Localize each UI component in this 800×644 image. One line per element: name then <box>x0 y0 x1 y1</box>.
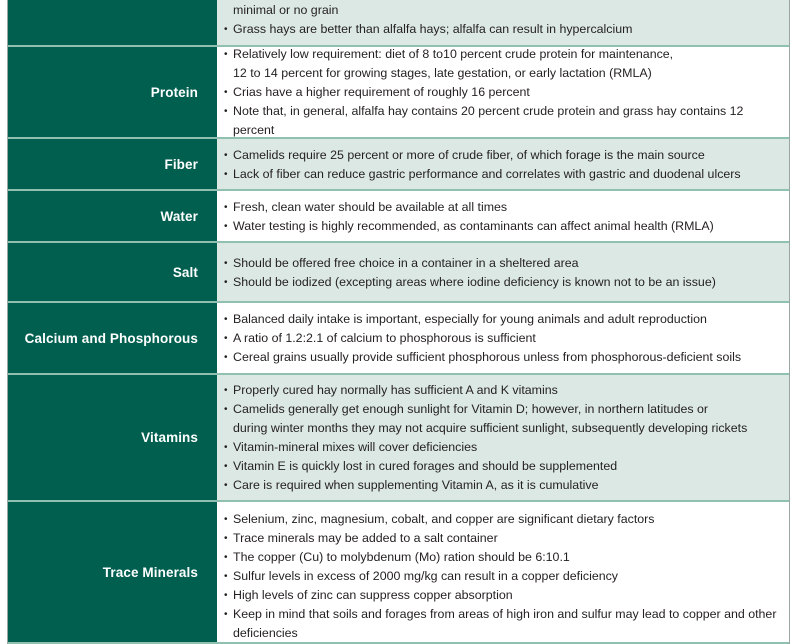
list-item-text: • Fresh, clean water should be available at all times <box>233 199 508 214</box>
row-label: Salt <box>172 264 198 280</box>
row-label: Calcium and Phosphorous <box>24 330 198 346</box>
list-item <box>224 510 781 529</box>
list-item-text: • Trace minerals may be added to a salt container <box>233 531 498 545</box>
list-item <box>224 254 781 273</box>
table-row <box>8 191 789 243</box>
bullet-list <box>224 0 781 39</box>
list-item <box>224 438 781 457</box>
list-item <box>224 400 781 438</box>
list-item-text: • Cereal grains usually provide sufficient phosphorous unless from phosphorous-deficient soils <box>233 350 742 364</box>
list-item <box>224 457 781 476</box>
list-item <box>224 567 781 586</box>
list-item-text: • Vitamin E is quickly lost in cured forages and should be supplemented <box>233 459 618 473</box>
table-row <box>8 502 789 644</box>
table-row <box>8 0 789 47</box>
list-item <box>224 0 781 20</box>
row-label: Fiber <box>164 156 198 172</box>
list-item <box>224 273 781 292</box>
row-content-cell <box>217 0 789 45</box>
row-label-cell <box>8 191 217 241</box>
list-item-text: • Should be iodized (excepting areas where iodine deficiency is known not to be an issue) <box>233 274 716 289</box>
list-item-text: • minimal or no grain <box>233 3 339 17</box>
list-item-text: • A ratio of 1.2:2.1 of calcium to phosphorous is sufficient <box>233 331 536 345</box>
list-item <box>224 198 781 217</box>
row-label-cell <box>8 502 217 642</box>
list-item-text: • Vitamin-mineral mixes will cover deficiencies <box>233 440 478 454</box>
list-item-text: • Sulfur levels in excess of 2000 mg/kg can result in a copper deficiency <box>233 569 618 583</box>
list-item <box>224 217 781 236</box>
list-item <box>224 476 781 495</box>
list-item <box>224 529 781 548</box>
list-item <box>224 329 781 348</box>
row-content-cell <box>217 303 789 373</box>
list-item-text: • Note that, in general, alfalfa hay contains 20 percent crude protein and grass hay contains 12 percent <box>233 104 744 137</box>
list-item-text: • Camelids generally get enough sunlight for Vitamin D; however, in northern latitudes or <box>233 402 709 416</box>
row-label-cell <box>8 0 217 45</box>
list-item-text: • Properly cured hay normally has sufficient A and K vitamins <box>233 383 558 397</box>
list-item <box>224 102 781 140</box>
list-item-text: • Grass hays are better than alfalfa hays; alfalfa can result in hypercalcium <box>233 22 633 36</box>
list-item-text: • Keep in mind that soils and forages from areas of high iron and sulfur may lead to copper and other deficiencies <box>233 607 777 640</box>
bullet-list <box>224 45 781 140</box>
row-label: Protein <box>150 84 198 100</box>
row-label-cell <box>8 375 217 500</box>
list-item <box>224 45 781 83</box>
list-item-text: • Camelids require 25 percent or more of crude fiber, of which forage is the main source <box>233 147 705 162</box>
list-item-text: • Lack of fiber can reduce gastric performance and correlates with gastric and duodenal ulcers <box>233 166 741 181</box>
row-label-cell <box>8 243 217 301</box>
row-label-cell <box>8 139 217 189</box>
row-label: Water <box>160 208 198 224</box>
bullet-list <box>224 254 781 292</box>
row-label: Trace Minerals <box>102 565 198 580</box>
list-item <box>224 548 781 567</box>
list-item <box>224 146 781 165</box>
row-content-cell <box>217 191 789 241</box>
list-item-text: • Care is required when supplementing Vitamin A, as it is cumulative <box>233 478 599 492</box>
list-item-text: • The copper (Cu) to molybdenum (Mo) ration should be 6:10.1 <box>233 550 570 564</box>
list-item-text: • Relatively low requirement: diet of 8 to10 percent crude protein for maintenance, <box>233 47 674 61</box>
bullet-list <box>224 510 781 643</box>
list-item <box>224 165 781 184</box>
list-item-text: • Water testing is highly recommended, as contaminants can affect animal health (RMLA) <box>233 218 714 233</box>
table-row <box>8 375 789 502</box>
list-item-text: during winter months they may not acquire sufficient sunlight, subsequently developing rickets <box>233 421 748 435</box>
table-row <box>8 243 789 303</box>
row-label: Vitamins <box>141 430 198 445</box>
row-label-cell <box>8 47 217 137</box>
row-content-cell <box>217 375 789 500</box>
list-item-text: • Crias have a higher requirement of roughly 16 percent <box>233 85 530 99</box>
nutrient-requirements-table <box>7 0 790 644</box>
list-item-text: 12 to 14 percent for growing stages, late gestation, or early lactation (RMLA) <box>233 66 652 80</box>
list-item <box>224 348 781 367</box>
list-item <box>224 586 781 605</box>
list-item <box>224 83 781 102</box>
list-item-text: • Should be offered free choice in a container in a sheltered area <box>233 255 579 270</box>
list-item <box>224 20 781 39</box>
row-label-cell <box>8 303 217 373</box>
row-content-cell <box>217 139 789 189</box>
bullet-list <box>224 381 781 495</box>
list-item-text: • Selenium, zinc, magnesium, cobalt, and copper are significant dietary factors <box>233 512 655 526</box>
list-item <box>224 605 781 643</box>
table-row <box>8 47 789 139</box>
list-item-text: • High levels of zinc can suppress copper absorption <box>233 588 513 602</box>
bullet-list <box>224 310 781 367</box>
row-content-cell <box>217 502 789 642</box>
list-item <box>224 310 781 329</box>
table-row <box>8 303 789 375</box>
bullet-list <box>224 198 781 236</box>
row-content-cell <box>217 47 789 137</box>
row-content-cell <box>217 243 789 301</box>
table-row <box>8 139 789 191</box>
list-item-text: • Balanced daily intake is important, especially for young animals and adult reproduction <box>233 312 707 326</box>
bullet-list <box>224 146 781 184</box>
list-item <box>224 381 781 400</box>
